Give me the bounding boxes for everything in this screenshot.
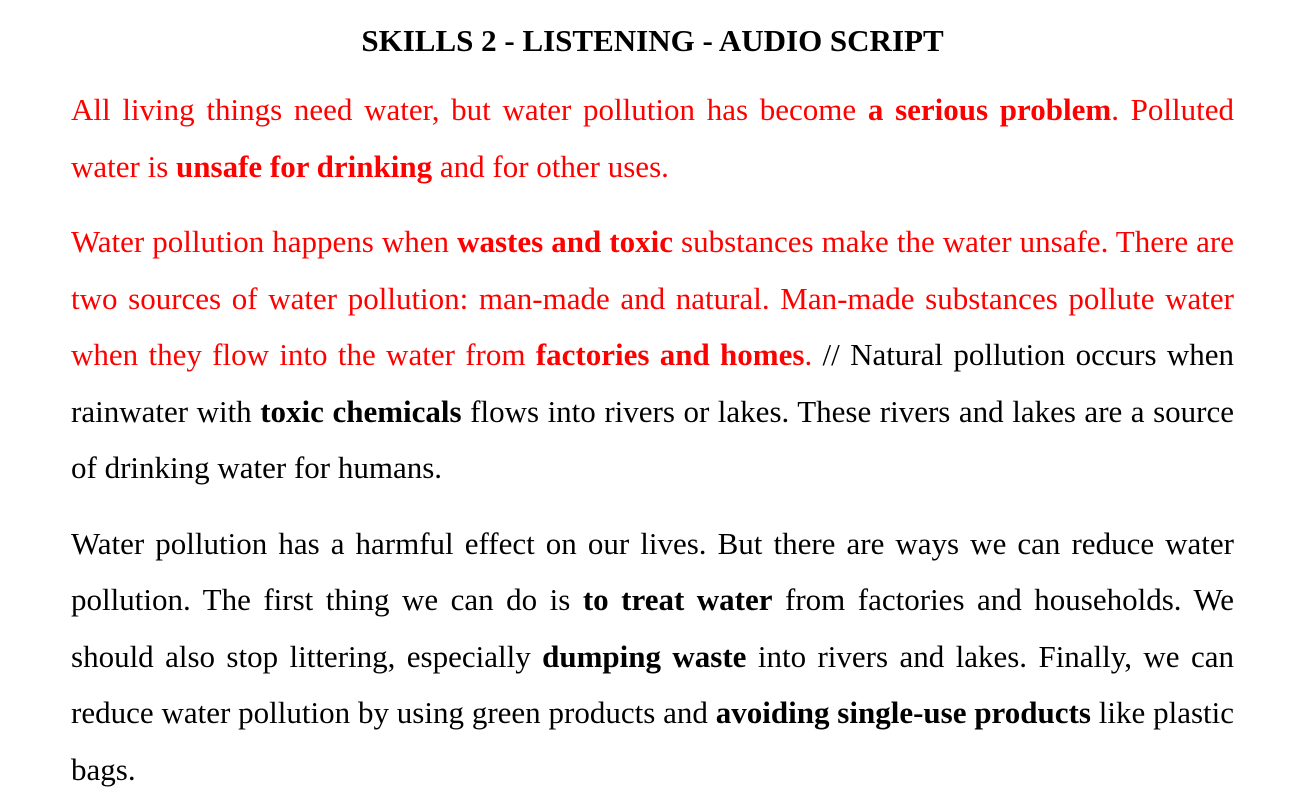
text-run: // Natural pollution occurs when rainwater with xyxy=(71,337,1234,429)
text-run: into rivers and lakes. Finally, we can reduce water pollution by using green products and xyxy=(71,638,1234,730)
bold-text-run: unsafe for drinking xyxy=(176,148,433,184)
text-run: Water pollution has a harmful effect on our lives. But there are ways we can reduce water pollution. The first thing we can do is xyxy=(71,525,1234,617)
text-run: . xyxy=(804,337,823,372)
page-title: SKILLS 2 - LISTENING - AUDIO SCRIPT xyxy=(361,23,944,58)
text-run: like plastic bags. xyxy=(71,695,1234,787)
bold-text-run: factories and homes xyxy=(535,337,805,372)
text-run: substances make the water unsafe. There are two sources of water pollution: man-made and natural. Man-made substances pollute water when they flow into the water from xyxy=(71,224,1234,372)
text-run: flows into rivers or lakes. These rivers and lakes are a source of drinking water for humans. xyxy=(71,393,1235,485)
bold-text-run: toxic chemicals xyxy=(260,393,462,429)
text-run: from factories and households. We should also stop littering, especially xyxy=(71,582,1234,674)
bold-text-run: dumping waste xyxy=(542,638,747,674)
text-run: and for other uses. xyxy=(432,148,669,184)
paragraph-3 xyxy=(71,516,1234,798)
text-run: All living things need water, but water pollution has become xyxy=(71,92,868,127)
paragraph-2 xyxy=(71,214,1234,497)
paragraph-1 xyxy=(71,82,1234,195)
text-run: Water pollution happens when xyxy=(71,224,458,259)
bold-text-run: avoiding single-use products xyxy=(715,695,1091,730)
bold-text-run: wastes and toxic xyxy=(457,224,673,259)
bold-text-run: a serious problem xyxy=(867,92,1112,127)
text-run: . Polluted water is xyxy=(71,92,1234,184)
bold-text-run: to treat water xyxy=(582,582,773,617)
